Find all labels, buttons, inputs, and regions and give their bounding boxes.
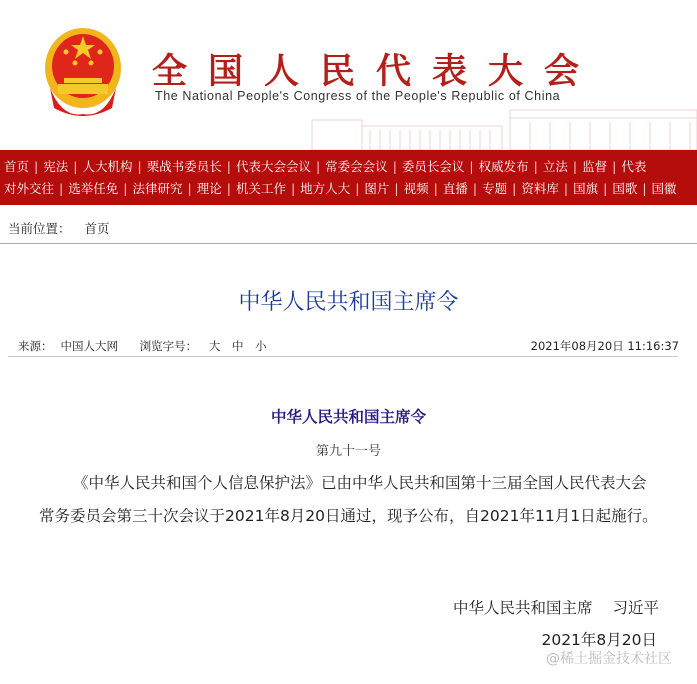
nav-separator: | [642,181,647,196]
nav-row-1 [4,156,697,178]
nav-item[interactable]: 专题 [482,181,508,196]
breadcrumb-label: 当前位置： [8,221,71,236]
nav-item[interactable]: 国歌 [612,181,638,196]
nav-item[interactable]: 理论 [196,181,222,196]
article-subtitle: 中华人民共和国主席令 [270,408,426,426]
watermark: @稀土掘金技术社区 [546,651,672,667]
article-meta [18,338,267,354]
nav-item[interactable]: 机关工作 [235,181,286,196]
national-emblem-logo [42,28,124,118]
site-header [0,0,697,150]
great-hall-illustration [300,108,697,150]
nav-separator: | [563,181,569,196]
nav-item[interactable]: 常委会会议 [325,159,388,174]
font-size-large-button[interactable]: 大 [208,339,221,353]
nav-item[interactable]: 监督 [582,159,608,174]
nav-separator: | [226,181,231,196]
nav-separator: | [433,181,438,196]
nav-separator: | [394,181,399,196]
article-body: 《中华人民共和国个人信息保护法》已由中华人民共和国第十三届全国人民代表大会常务委员会第三十次会议于2021年8月20日通过，现予公布，自2021年11月1日起施行。 [39,474,658,525]
nav-item[interactable]: 图片 [364,181,390,196]
nav-item[interactable]: 栗战书委员长 [146,159,222,174]
nav-separator: | [290,181,296,196]
nav-item[interactable]: 视频 [403,181,429,196]
nav-item[interactable]: 代表 [621,159,647,174]
nav-separator: | [572,159,578,174]
nav-item[interactable]: 国徽 [651,181,677,196]
main-nav [0,150,697,205]
site-title-en: The National People's Congress of the People's Republic of China [155,89,561,103]
nav-item[interactable]: 代表大会会议 [235,159,311,174]
nav-separator: | [226,159,231,174]
nav-separator: | [73,159,78,174]
nav-item[interactable]: 地方人大 [300,181,351,196]
nav-separator: | [137,159,142,174]
nav-item[interactable]: 立法 [542,159,568,174]
nav-item[interactable]: 法律研究 [132,181,183,196]
breadcrumb-home-link[interactable]: 首页 [84,221,110,236]
nav-separator: | [392,159,397,174]
signature [453,596,659,618]
nav-item[interactable]: 选举任免 [68,181,119,196]
nav-separator: | [123,181,128,196]
breadcrumb [8,219,110,237]
nav-item[interactable]: 国旗 [573,181,599,196]
nav-separator: | [469,159,474,174]
nav-separator: | [603,181,608,196]
order-number: 第九十一号 [315,444,381,459]
nav-separator: | [34,159,39,174]
nav-separator: | [612,159,617,174]
nav-item[interactable]: 对外交往 [4,181,55,196]
nav-item[interactable]: 资料库 [521,181,559,196]
nav-separator: | [59,181,64,196]
source-value: 中国人大网 [60,339,118,353]
site-title-cn: 全国人民代表大会 [152,51,601,92]
nav-row-2 [4,178,697,200]
source-label: 来源： [18,339,53,353]
nav-separator: | [533,159,538,174]
signer-title: 中华人民共和国主席 [452,599,593,617]
nav-item[interactable]: 直播 [442,181,468,196]
nav-item[interactable]: 人大机构 [82,159,133,174]
divider [8,356,678,357]
publish-datetime: 2021年08月20日 11:16:37 [530,339,679,353]
nav-separator: | [355,181,360,196]
nav-separator: | [187,181,192,196]
nav-separator: | [315,159,321,174]
nav-item[interactable]: 首页 [4,159,30,174]
divider [0,243,697,244]
font-size-label: 浏览字号： [139,339,198,353]
nav-item[interactable]: 宪法 [43,159,69,174]
signer-name: 习近平 [612,599,659,617]
nav-item[interactable]: 权威发布 [478,159,529,174]
nav-item[interactable]: 委员长会议 [401,159,465,174]
font-size-small-button[interactable]: 小 [255,339,267,353]
signature-date: 2021年8月20日 [541,631,657,649]
nav-separator: | [512,181,517,196]
nav-separator: | [472,181,478,196]
font-size-medium-button[interactable]: 中 [231,339,244,353]
page-title: 中华人民共和国主席令 [238,290,459,315]
